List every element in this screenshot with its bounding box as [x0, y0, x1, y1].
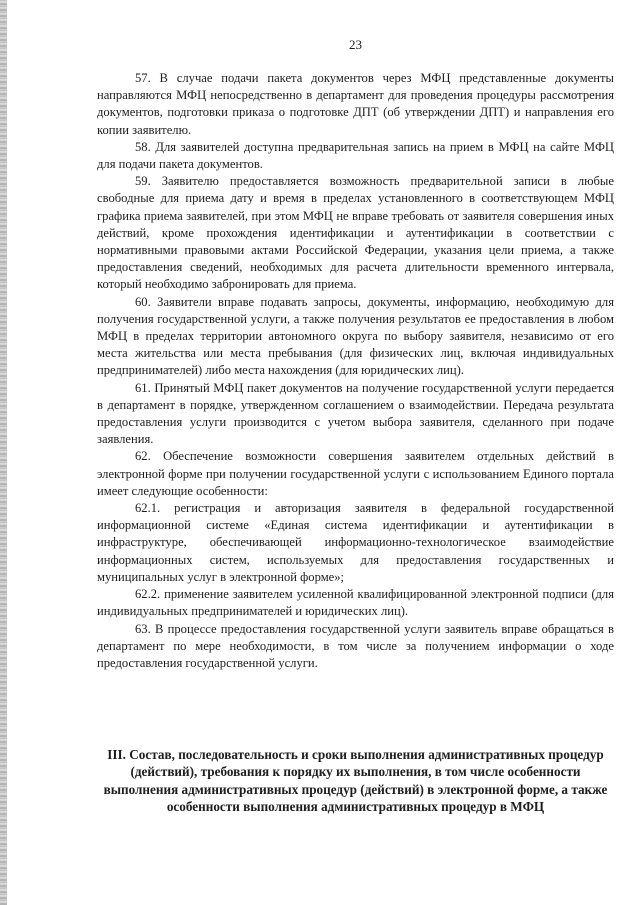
- paragraph-57: 57. В случае подачи пакета документов через МФЦ представленные документы направляются МФЦ непосредственно в департамент для проведения процедуры рассмотрения документов, подготовки приказа о подготовке ДПТ (об утверждении ДПТ) и направления его копии заявителю.: [97, 71, 614, 137]
- page-number: 23: [349, 37, 362, 52]
- section-heading: III. Состав, последовательность и сроки выполнения административных процедур (действий), требования к порядку их выполнения, в том числе особенности выполнения административных процедур (действий) в электронной форме, а также особенности выполнения административных процедур в МФЦ: [103, 747, 608, 815]
- paragraph-58: 58. Для заявителей доступна предварительная запись на прием в МФЦ на сайте МФЦ для подачи пакета документов.: [97, 139, 614, 172]
- paragraph-62-2: 62.2. применение заявителем усиленной квалифицированной электронной подписи (для индивидуальных предпринимателей и юридических лиц).: [97, 587, 614, 619]
- body-text: [97, 70, 614, 672]
- paragraph-60: 60. Заявители вправе подавать запросы, документы, информацию, необходимую для получения государственной услуги, а также получения результатов ее предоставления в любом МФЦ в пределах территории автономного округа по выбору заявителя, независимо от его места жительства или места пребывания (для физических лиц, включая индивидуальных предпринимателей) либо места нахождения (для юридических лиц).: [97, 294, 614, 378]
- paragraph-63: 63. В процессе предоставления государственной услуги заявитель вправе обращаться в департамент по мере необходимости, в том числе за получением информации о ходе предоставления государственной услуги.: [97, 621, 614, 670]
- document-page: [97, 0, 614, 905]
- paragraph-62-1: 62.1. регистрация и авторизация заявителя в федеральной государственной информационной системе «Единая система идентификации и аутентификации в инфраструктуре, обеспечивающей информационно-технологическое взаимодействие информационных систем, используемых для предоставления государственных и муниципальных услуг в электронной форме»;: [97, 501, 614, 584]
- scan-edge: [0, 0, 7, 905]
- paragraph-62: 62. Обеспечение возможности совершения заявителем отдельных действий в электронной форме при получении государственной услуги с использованием Единого портала имеет следующие особенности:: [97, 449, 614, 498]
- paragraph-59: 59. Заявителю предоставляется возможность предварительной записи в любые свободные для приема дату и время в пределах установленного в соответствующем МФЦ графика приема заявителей, при этом МФЦ не вправе требовать от заявителя совершения иных действий, кроме прохождения идентификации и аутентификации в соответствии с нормативными правовыми актами Российской Федерации, указания цели приема, а также предоставления сведений, необходимых для расчета длительности временного интервала, который необходимо забронировать для приема.: [97, 174, 614, 292]
- paragraph-61: 61. Принятый МФЦ пакет документов на получение государственной услуги передается в департамент в порядке, утвержденном соглашением о взаимодействии. Передача результата предоставления услуги производится с учетом выбора заявителя, сделанного при подаче заявления.: [97, 380, 614, 447]
